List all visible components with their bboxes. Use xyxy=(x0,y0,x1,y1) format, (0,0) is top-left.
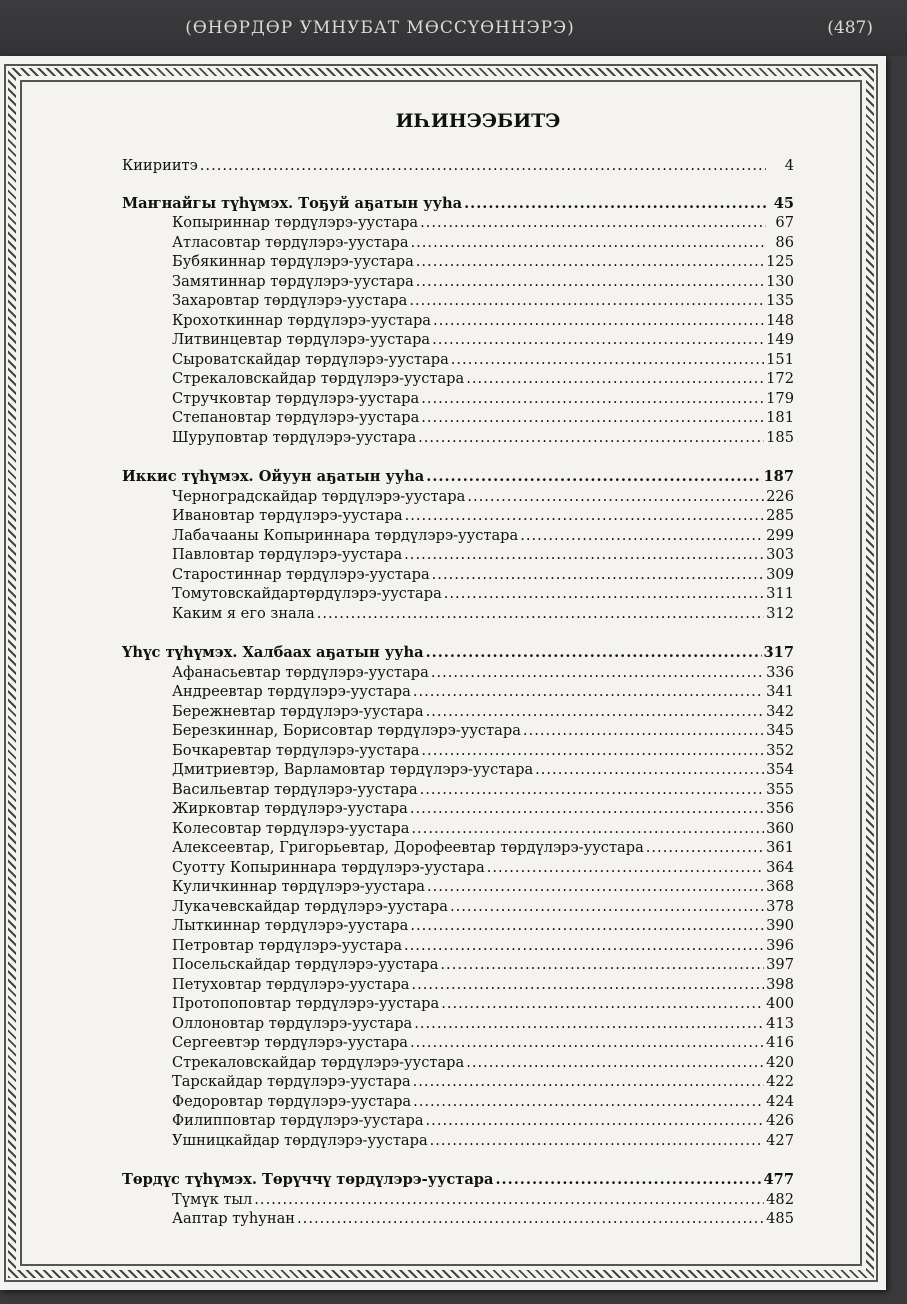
toc-entry-page: 187 xyxy=(763,468,794,485)
dot-leader xyxy=(416,252,764,272)
toc-entry[interactable] xyxy=(122,1053,794,1073)
page-header xyxy=(0,0,907,56)
toc-entry[interactable] xyxy=(122,936,794,956)
toc-entry-label: Сергеевтэр төрдүлэрэ-уустара xyxy=(172,1034,408,1051)
dot-leader xyxy=(464,194,766,214)
toc-entry-label: Оллоновтар төрдүлэрэ-уустара xyxy=(172,1014,413,1032)
toc-entry-label: Лабачааны Копыриннара төрдүлэрэ-уустара xyxy=(172,526,519,544)
toc-entry-label: Замятиннар төрдүлэрэ-уустара xyxy=(172,272,414,290)
toc-entry[interactable] xyxy=(122,604,794,624)
toc-section-heading[interactable] xyxy=(122,643,794,663)
dot-leader xyxy=(426,643,762,663)
toc-entry-page: 4 xyxy=(784,157,794,174)
toc-entry-label: Иккис түһүмэх. Ойуун аҕатын ууһа xyxy=(122,468,425,485)
dot-leader xyxy=(317,604,764,624)
toc-entry-label: Стрекаловскайдар төрдүлэрэ-уустара xyxy=(172,370,465,387)
toc-entry-page: 148 xyxy=(766,311,794,329)
dot-leader xyxy=(405,506,765,526)
toc-entry-label: Бубякиннар төрдүлэрэ-уустара xyxy=(172,253,414,270)
toc-entry-page: 226 xyxy=(766,487,794,505)
dot-leader xyxy=(431,663,764,683)
toc-entry-page: 311 xyxy=(766,585,794,602)
toc-entry-label: Посельскайдар төрдүлэрэ-уустара xyxy=(172,956,439,973)
dot-leader xyxy=(420,780,765,800)
toc-entry-label: Петуховтар төрдүлэрэ-уустара xyxy=(172,975,410,993)
toc-entry-page: 185 xyxy=(766,428,794,446)
toc-entry-label: Филипповтар төрдүлэрэ-уустара xyxy=(172,1112,424,1129)
toc-entry[interactable] xyxy=(122,721,794,741)
dot-leader xyxy=(433,311,764,331)
toc-entry-page: 397 xyxy=(766,956,794,973)
running-title: (ӨНӨРДӨР УМНУБАТ МӨССҮӨННЭРЭ) xyxy=(185,18,575,38)
toc-entry-page: 396 xyxy=(766,936,794,954)
toc-entry-page: 336 xyxy=(766,663,794,681)
toc-entry[interactable] xyxy=(122,897,794,917)
toc-entry[interactable] xyxy=(122,1072,794,1092)
toc-entry-label: Березкиннар, Борисовтар төрдүлэрэ-уустара xyxy=(172,722,521,739)
toc-entry-page: 355 xyxy=(766,780,794,798)
toc-entry-label: Афанасьевтар төрдүлэрэ-уустара xyxy=(172,663,429,681)
toc-entry-page: 341 xyxy=(766,683,794,700)
dot-leader xyxy=(426,1111,765,1131)
toc-entry-label: Стручковтар төрдүлэрэ-уустара xyxy=(172,389,420,407)
toc-entry[interactable] xyxy=(122,975,794,995)
toc-entry-page: 398 xyxy=(766,975,794,993)
toc-entry-page: 368 xyxy=(766,878,794,895)
dot-leader xyxy=(430,1131,764,1151)
toc-entry-label: Тарскайдар төрдүлэрэ-уустара xyxy=(172,1073,411,1090)
dot-leader xyxy=(418,428,764,448)
toc-entry-label: Старостиннар төрдүлэрэ-уустара xyxy=(172,565,430,583)
dot-leader xyxy=(432,565,764,585)
toc-entry-page: 361 xyxy=(766,839,794,856)
toc-entry-page: 303 xyxy=(766,546,794,563)
dot-leader xyxy=(440,955,764,975)
dot-leader xyxy=(413,1072,764,1092)
toc-entry[interactable] xyxy=(122,487,794,507)
toc-entry-page: 416 xyxy=(766,1034,794,1051)
toc-entry[interactable] xyxy=(122,506,794,526)
dot-leader xyxy=(410,916,764,936)
toc-entry-page: 181 xyxy=(766,409,794,426)
toc-entry-label: Бочкаревтар төрдүлэрэ-уустара xyxy=(172,741,420,759)
toc-entry-label: Андреевтар төрдүлэрэ-уустара xyxy=(172,683,411,700)
dot-leader xyxy=(451,350,764,370)
toc-entry-page: 299 xyxy=(766,526,794,544)
toc-entry[interactable] xyxy=(122,994,794,1014)
toc-entry-page: 309 xyxy=(766,565,794,583)
dot-leader xyxy=(466,1053,764,1073)
toc-entry[interactable] xyxy=(122,1092,794,1112)
toc-entry-label: Копыриннар төрдүлэрэ-уустара xyxy=(172,214,419,231)
dot-leader xyxy=(487,858,764,878)
dot-leader xyxy=(450,897,764,917)
dot-leader xyxy=(535,760,764,780)
toc-entry[interactable] xyxy=(122,213,794,233)
toc-entry-page: 360 xyxy=(766,819,794,837)
toc-entry-page: 149 xyxy=(766,331,794,348)
toc-entry-page: 125 xyxy=(766,253,794,270)
dot-leader xyxy=(466,369,764,389)
toc-entry-page: 477 xyxy=(763,1171,794,1188)
toc-entry-page: 413 xyxy=(766,1014,794,1032)
toc-entry-label: Лыткиннар төрдүлэрэ-уустара xyxy=(172,917,409,934)
toc-entry[interactable] xyxy=(122,291,794,311)
toc-entry[interactable] xyxy=(122,1209,794,1229)
toc-entry-label: Түмүк тыл xyxy=(172,1190,253,1208)
dot-leader xyxy=(495,1170,761,1190)
toc-entry[interactable] xyxy=(122,838,794,858)
toc-entry-label: Киириитэ xyxy=(122,157,198,174)
toc-entry[interactable] xyxy=(122,1033,794,1053)
toc-entry-intro[interactable] xyxy=(122,156,794,176)
toc-entry-label: Каким я его знала xyxy=(172,604,315,622)
toc-entry[interactable] xyxy=(122,408,794,428)
toc-entry-page: 172 xyxy=(766,370,794,387)
toc-entry[interactable] xyxy=(122,916,794,936)
toc-entry-label: Суотту Копыриннара төрдүлэрэ-уустара xyxy=(172,858,485,876)
toc-entry-label: Маҥнайгы түһүмэх. Тоҕуй аҕатын ууһа xyxy=(122,194,463,212)
dot-leader xyxy=(426,702,765,722)
toc-entry-label: Сыроватскайдар төрдүлэрэ-уустара xyxy=(172,350,449,368)
dot-leader xyxy=(646,838,764,858)
dot-leader xyxy=(427,877,764,897)
toc-entry[interactable] xyxy=(122,233,794,253)
toc-section-heading[interactable] xyxy=(122,467,794,487)
toc-entry-page: 400 xyxy=(766,995,794,1012)
toc-entry-page: 426 xyxy=(766,1112,794,1129)
toc-title: ИҺИНЭЭБИТЭ xyxy=(395,110,561,132)
toc-entry[interactable] xyxy=(122,526,794,546)
toc-entry[interactable] xyxy=(122,663,794,683)
toc-entry-label: Протопоповтар төрдүлэрэ-уустара xyxy=(172,995,440,1012)
dot-leader xyxy=(411,819,764,839)
toc-section-heading[interactable] xyxy=(122,1170,794,1190)
toc-entry-page: 390 xyxy=(766,917,794,934)
toc-entry-label: Захаровтар төрдүлэрэ-уустара xyxy=(172,292,408,309)
toc-entry[interactable] xyxy=(122,1111,794,1131)
toc-entry-page: 86 xyxy=(775,233,794,251)
toc-entry-label: Алексеевтар, Григорьевтар, Дорофеевтар төрдүлэрэ-уустара xyxy=(172,839,644,856)
dot-leader xyxy=(413,1092,764,1112)
toc-entry[interactable] xyxy=(122,760,794,780)
toc-entry-label: Крохоткиннар төрдүлэрэ-уустара xyxy=(172,311,431,329)
toc-section-heading[interactable] xyxy=(122,194,794,214)
toc-entry[interactable] xyxy=(122,369,794,389)
toc-entry-label: Ушницкайдар төрдүлэрэ-уустара xyxy=(172,1131,428,1149)
toc-entry[interactable] xyxy=(122,799,794,819)
toc-entry-page: 485 xyxy=(766,1210,794,1227)
toc-entry-page: 354 xyxy=(766,761,794,778)
dot-leader xyxy=(414,1014,764,1034)
dot-leader xyxy=(413,682,764,702)
dot-leader xyxy=(421,408,764,428)
dot-leader xyxy=(412,975,765,995)
dot-leader xyxy=(410,799,764,819)
toc-entry[interactable] xyxy=(122,955,794,975)
dot-leader xyxy=(441,994,764,1014)
toc-entry-label: Павловтар төрдүлэрэ-уустара xyxy=(172,546,403,563)
dot-leader xyxy=(404,545,764,565)
toc-entry-page: 179 xyxy=(766,389,794,407)
toc-entry-label: Дмитриевтэр, Варламовтар төрдүлэрэ-уустара xyxy=(172,761,534,778)
toc-entry[interactable] xyxy=(122,389,794,409)
dot-leader xyxy=(420,213,766,233)
dot-leader xyxy=(432,330,764,350)
toc-entry-page: 420 xyxy=(766,1053,794,1071)
toc-entry[interactable] xyxy=(122,1131,794,1151)
toc-entry-page: 317 xyxy=(763,644,794,661)
toc-entry-label: Атласовтар төрдүлэрэ-уустара xyxy=(172,233,409,251)
toc-entry-page: 482 xyxy=(766,1190,794,1208)
toc-entry[interactable] xyxy=(122,252,794,272)
dot-leader xyxy=(200,156,766,176)
toc-entry-page: 345 xyxy=(766,722,794,739)
toc-entry[interactable] xyxy=(122,858,794,878)
dot-leader xyxy=(467,487,764,507)
toc-entry-label: Куличкиннар төрдүлэрэ-уустара xyxy=(172,878,425,895)
dot-leader xyxy=(409,291,764,311)
dot-leader xyxy=(523,721,764,741)
toc-entry-label: Степановтар төрдүлэрэ-уустара xyxy=(172,409,420,426)
toc-entry-page: 364 xyxy=(766,858,794,876)
toc-entry[interactable] xyxy=(122,741,794,761)
book-page xyxy=(0,56,886,1290)
toc-entry-label: Васильевтар төрдүлэрэ-уустара xyxy=(172,780,418,798)
toc-entry[interactable] xyxy=(122,350,794,370)
dot-leader xyxy=(426,467,761,487)
toc-entry-page: 422 xyxy=(766,1073,794,1090)
dot-leader xyxy=(444,584,764,604)
dot-leader xyxy=(254,1190,764,1210)
dot-leader xyxy=(410,1033,764,1053)
dot-leader xyxy=(416,272,764,292)
toc-entry[interactable] xyxy=(122,780,794,800)
toc-entry-label: Черноградскайдар төрдүлэрэ-уустара xyxy=(172,487,466,505)
toc-entry-page: 45 xyxy=(773,194,794,212)
dot-leader xyxy=(404,936,764,956)
toc-entry-page: 352 xyxy=(766,741,794,759)
running-page-number: (487) xyxy=(827,18,873,38)
toc-entry-page: 312 xyxy=(766,604,794,622)
toc-entry-label: Төрдүс түһүмэх. Төрүччү төрдүлэрэ-уустара xyxy=(122,1171,494,1188)
toc-entry[interactable] xyxy=(122,272,794,292)
toc-entry-label: Федоровтар төрдүлэрэ-уустара xyxy=(172,1092,412,1110)
toc-entry[interactable] xyxy=(122,819,794,839)
toc-entry[interactable] xyxy=(122,702,794,722)
toc-entry-label: Аaптар туһунан xyxy=(172,1210,296,1227)
toc-entry-label: Үһүс түһүмэх. Халбаах аҕатын ууһа xyxy=(122,644,424,661)
table-of-contents xyxy=(122,104,794,1229)
toc-entry-label: Петровтар төрдүлэрэ-уустара xyxy=(172,936,403,954)
toc-entry-page: 151 xyxy=(766,350,794,368)
toc-entry[interactable] xyxy=(122,311,794,331)
toc-entry[interactable] xyxy=(122,565,794,585)
toc-entry[interactable] xyxy=(122,584,794,604)
toc-entry[interactable] xyxy=(122,330,794,350)
toc-entry-page: 342 xyxy=(766,702,794,720)
dot-leader xyxy=(421,389,764,409)
toc-entry-page: 67 xyxy=(775,214,794,231)
dot-leader xyxy=(297,1209,764,1229)
toc-entry-label: Лукачевскайдар төрдүлэрэ-уустара xyxy=(172,897,448,915)
toc-entry-label: Стрекаловскайдар төрдүлэрэ-уустара xyxy=(172,1053,465,1071)
toc-entry-label: Шуруповтар төрдүлэрэ-уустара xyxy=(172,428,417,446)
dot-leader xyxy=(421,741,764,761)
toc-entry[interactable] xyxy=(122,545,794,565)
dot-leader xyxy=(411,233,766,253)
toc-entry-page: 424 xyxy=(766,1092,794,1110)
toc-entry[interactable] xyxy=(122,877,794,897)
toc-entry-label: Литвинцевтар төрдүлэрэ-уустара xyxy=(172,331,431,348)
toc-entry-label: Томутовскайдартөрдүлэрэ-уустара xyxy=(172,585,442,602)
dot-leader xyxy=(520,526,764,546)
toc-entry-page: 378 xyxy=(766,897,794,915)
toc-entry[interactable] xyxy=(122,1014,794,1034)
toc-entry[interactable] xyxy=(122,682,794,702)
toc-entry[interactable] xyxy=(122,1190,794,1210)
toc-entry-page: 285 xyxy=(766,507,794,524)
toc-entry[interactable] xyxy=(122,428,794,448)
toc-entry-label: Ивановтар төрдүлэрэ-уустара xyxy=(172,507,403,524)
toc-entry-label: Бережневтар төрдүлэрэ-уустара xyxy=(172,702,424,720)
toc-entry-label: Колесовтар төрдүлэрэ-уустара xyxy=(172,819,410,837)
toc-entry-page: 135 xyxy=(766,292,794,309)
toc-entry-page: 356 xyxy=(766,800,794,817)
toc-entry-label: Жирковтар төрдүлэрэ-уустара xyxy=(172,800,408,817)
toc-entry-page: 130 xyxy=(766,272,794,290)
toc-entry-page: 427 xyxy=(766,1131,794,1149)
